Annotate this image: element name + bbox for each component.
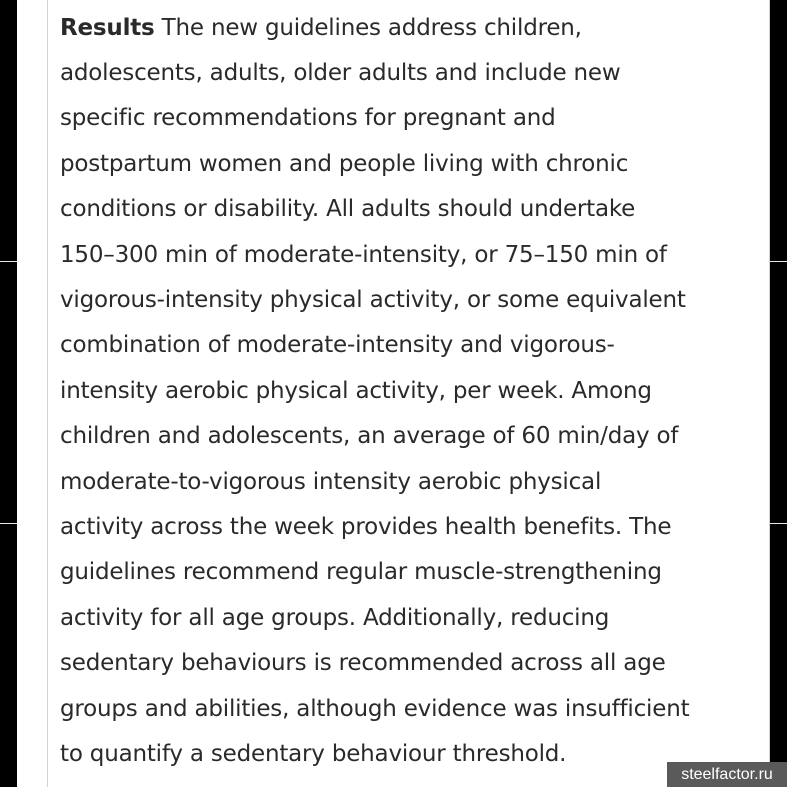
abstract-line-15: sedentary behaviours is recommended across all age: [60, 650, 666, 676]
abstract-line-16: groups and abilities, although evidence was insufficient: [60, 696, 690, 722]
abstract-line-7: vigorous-intensity physical activity, or some equivalent: [60, 287, 686, 313]
abstract-line-14: activity for all age groups. Additionally, reducing: [60, 605, 610, 631]
left-black-border: [0, 0, 17, 787]
abstract-text: The new guidelines address children,: [154, 15, 582, 41]
abstract-line-17: to quantify a sedentary behaviour threshold.: [60, 741, 567, 767]
abstract-line-10: children and adolescents, an average of 60 min/day of: [60, 423, 679, 449]
abstract-line-8: combination of moderate-intensity and vigorous-: [60, 332, 615, 358]
abstract-line-13: guidelines recommend regular muscle-strengthening: [60, 559, 662, 585]
guide-mark: [770, 523, 787, 524]
abstract-line-9: intensity aerobic physical activity, per week. Among: [60, 378, 652, 404]
abstract-line-2: adolescents, adults, older adults and include new: [60, 60, 621, 86]
guide-mark: [0, 261, 17, 262]
guide-mark: [770, 261, 787, 262]
abstract-line-4: postpartum women and people living with chronic: [60, 151, 629, 177]
results-heading: Results: [60, 15, 155, 41]
abstract-line-3: specific recommendations for pregnant and: [60, 105, 556, 131]
abstract-line-6: 150–300 min of moderate-intensity, or 75–150 min of: [60, 242, 667, 268]
abstract-line-11: moderate-to-vigorous intensity aerobic physical: [60, 469, 602, 495]
right-black-border: [770, 0, 787, 787]
guide-mark: [0, 523, 17, 524]
abstract-line-12: activity across the week provides health benefits. The: [60, 514, 672, 540]
abstract-line-1: [60, 13, 582, 43]
watermark: steelfactor.ru: [667, 762, 787, 787]
abstract-line-5: conditions or disability. All adults should undertake: [60, 196, 636, 222]
